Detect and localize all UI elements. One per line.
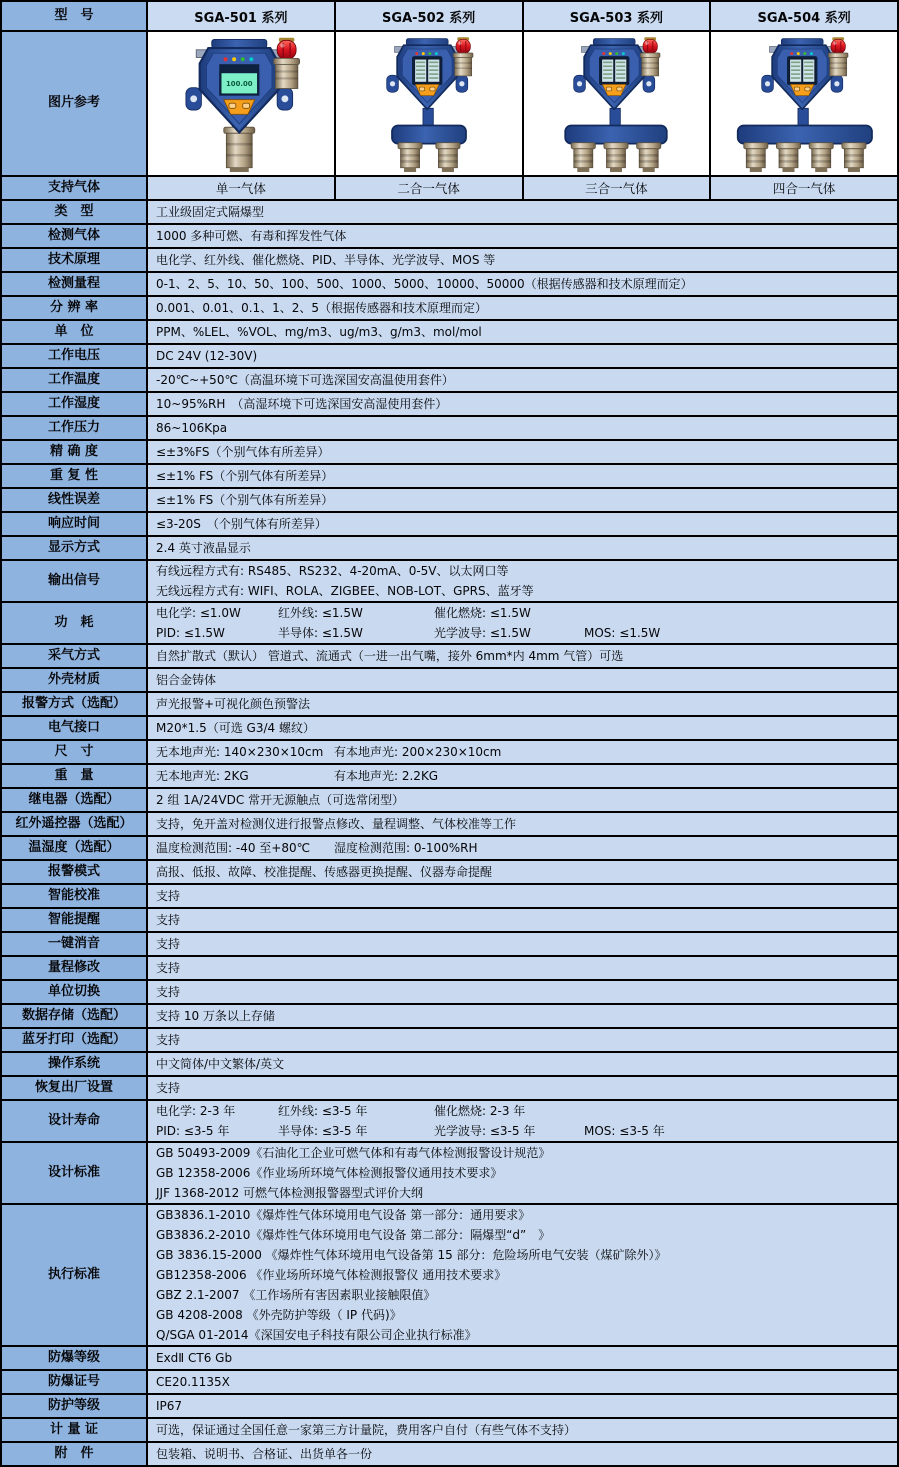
spec-label: 恢复出厂设置 bbox=[2, 1077, 148, 1099]
spec-row bbox=[2, 741, 897, 765]
spec-row bbox=[2, 1371, 897, 1395]
spec-value: 支持 10 万条以上存储 bbox=[148, 1005, 897, 1027]
spec-value: 支持 bbox=[148, 1029, 897, 1051]
spec-value: 2.4 英寸液晶显示 bbox=[148, 537, 897, 559]
spec-value: ≤±1% FS（个别气体有所差异） bbox=[148, 465, 897, 487]
spec-label: 一键消音 bbox=[2, 933, 148, 955]
spec-value: 支持 bbox=[148, 957, 897, 979]
spec-value: CE20.1135X bbox=[148, 1371, 897, 1393]
spec-row bbox=[2, 1443, 897, 1465]
spec-row bbox=[2, 1395, 897, 1419]
spec-label: 继电器（选配） bbox=[2, 789, 148, 811]
spec-row bbox=[2, 273, 897, 297]
spec-label: 设计寿命 bbox=[2, 1101, 148, 1141]
spec-row bbox=[2, 1053, 897, 1077]
spec-row bbox=[2, 669, 897, 693]
gas-detector-illustration bbox=[153, 36, 329, 172]
spec-label: 附 件 bbox=[2, 1443, 148, 1465]
spec-row bbox=[2, 909, 897, 933]
spec-row bbox=[2, 249, 897, 273]
spec-value: 可选，保证通过全国任意一家第三方计量院，费用客户自付（有些气体不支持） bbox=[148, 1419, 897, 1441]
spec-value: M20*1.5（可选 G3/4 螺纹） bbox=[148, 717, 897, 739]
model-header-sga-503: SGA-503 系列 bbox=[524, 2, 712, 30]
spec-value: 2 组 1A/24VDC 常开无源触点（可选常闭型） bbox=[148, 789, 897, 811]
spec-value: GB3836.1-2010《爆炸性气体环境用电气设备 第一部分：通用要求》 GB3836.2-2010《爆炸性气体环境用电气设备 第二部分：隔爆型“d” 》 GB 3836.15-2000 《爆炸性气体环境用电气设备第 15 部分：危险场所电气安装（煤矿除外）》 GB12358-2006 《作业场所环境气体检测报警仪 通用技术要求》 GBZ 2.1-2007 《工作场所有害因素职业接触限值》 GB 4208-2008 《外壳防护等级（ IP 代码)》 Q/SGA 01-2014《深国安电子科技有限公司企业执行标准》 bbox=[148, 1205, 897, 1345]
spec-label: 操作系统 bbox=[2, 1053, 148, 1075]
spec-label: 重 量 bbox=[2, 765, 148, 787]
spec-label: 工作温度 bbox=[2, 369, 148, 391]
spec-row bbox=[2, 861, 897, 885]
svg-text:100.00: 100.00 bbox=[225, 79, 253, 88]
spec-label: 工作湿度 bbox=[2, 393, 148, 415]
spec-label: 设计标准 bbox=[2, 1143, 148, 1203]
spec-label: 检测量程 bbox=[2, 273, 148, 295]
spec-label: 报警模式 bbox=[2, 861, 148, 883]
spec-value: 支持 bbox=[148, 909, 897, 931]
spec-row bbox=[2, 1205, 897, 1347]
spec-value: 支持 bbox=[148, 885, 897, 907]
spec-label: 检测气体 bbox=[2, 225, 148, 247]
spec-value: 电化学: 2-3 年 红外线: ≤3-5 年 催化燃烧: 2-3 年 PID: ≤3-5 年 半导体: ≤3-5 年 光学波导: ≤3-5 年 MOS: ≤3-5 年 bbox=[148, 1101, 897, 1141]
spec-label: 输出信号 bbox=[2, 561, 148, 601]
spec-value: 10~95%RH （高湿环境下可选深国安高湿使用套件） bbox=[148, 393, 897, 415]
spec-row bbox=[2, 717, 897, 741]
spec-row bbox=[2, 693, 897, 717]
spec-row bbox=[2, 837, 897, 861]
spec-label: 智能校准 bbox=[2, 885, 148, 907]
model-header-sga-504: SGA-504 系列 bbox=[711, 2, 897, 30]
spec-label: 单位切换 bbox=[2, 981, 148, 1003]
spec-label: 智能提醒 bbox=[2, 909, 148, 931]
image-row-label: 图片参考 bbox=[2, 32, 148, 175]
spec-label: 防护等级 bbox=[2, 1395, 148, 1417]
spec-row bbox=[2, 957, 897, 981]
spec-value: DC 24V (12-30V) bbox=[148, 345, 897, 367]
spec-row bbox=[2, 465, 897, 489]
spec-value: 声光报警+可视化颜色预警法 bbox=[148, 693, 897, 715]
spec-value: 包装箱、说明书、合格证、出货单各一份 bbox=[148, 1443, 897, 1465]
spec-row bbox=[2, 345, 897, 369]
spec-label: 分 辨 率 bbox=[2, 297, 148, 319]
product-image-sga-501 bbox=[148, 32, 336, 175]
gas-detector-illustration bbox=[341, 36, 517, 172]
spec-value: ≤±3%FS（个别气体有所差异） bbox=[148, 441, 897, 463]
spec-row bbox=[2, 513, 897, 537]
header-row bbox=[2, 2, 897, 32]
spec-value: GB 50493-2009《石油化工企业可燃气体和有毒气体检测报警设计规范》 GB 12358-2006《作业场所环境气体检测报警仪通用技术要求》 JJF 1368-2012 可燃气体检测报警器型式评价大纲 bbox=[148, 1143, 897, 1203]
spec-label: 精 确 度 bbox=[2, 441, 148, 463]
spec-row bbox=[2, 789, 897, 813]
spec-row bbox=[2, 201, 897, 225]
spec-value: ExdⅡ CT6 Gb bbox=[148, 1347, 897, 1369]
spec-label: 防爆证号 bbox=[2, 1371, 148, 1393]
spec-row bbox=[2, 369, 897, 393]
spec-label: 尺 寸 bbox=[2, 741, 148, 763]
spec-value: 工业级固定式隔爆型 bbox=[148, 201, 897, 223]
spec-row bbox=[2, 417, 897, 441]
spec-value: 支持 bbox=[148, 981, 897, 1003]
gas-value-3in1: 三合一气体 bbox=[524, 177, 712, 199]
spec-value: 无本地声光: 2KG 有本地声光: 2.2KG bbox=[148, 765, 897, 787]
gas-detector-illustration bbox=[528, 36, 704, 172]
spec-row bbox=[2, 645, 897, 669]
spec-row bbox=[2, 537, 897, 561]
spec-value: 温度检测范围: -40 至+80℃ 湿度检测范围: 0-100%RH bbox=[148, 837, 897, 859]
spec-value: 0-1、2、5、10、50、100、500、1000、5000、10000、50000（根据传感器和技术原理而定） bbox=[148, 273, 897, 295]
spec-row bbox=[2, 885, 897, 909]
model-header-sga-501: SGA-501 系列 bbox=[148, 2, 336, 30]
spec-value: 86~106Kpa bbox=[148, 417, 897, 439]
spec-row bbox=[2, 603, 897, 645]
spec-row bbox=[2, 489, 897, 513]
spec-value: 高报、低报、故障、校准提醒、传感器更换提醒、仪器寿命提醒 bbox=[148, 861, 897, 883]
model-header-sga-502: SGA-502 系列 bbox=[336, 2, 524, 30]
spec-label: 响应时间 bbox=[2, 513, 148, 535]
spec-label: 温湿度（选配） bbox=[2, 837, 148, 859]
product-image-sga-504 bbox=[711, 32, 897, 175]
spec-row bbox=[2, 561, 897, 603]
spec-label: 采气方式 bbox=[2, 645, 148, 667]
spec-row bbox=[2, 981, 897, 1005]
spec-label: 显示方式 bbox=[2, 537, 148, 559]
spec-label: 线性误差 bbox=[2, 489, 148, 511]
spec-value: 中文简体/中文繁体/英文 bbox=[148, 1053, 897, 1075]
spec-label: 外壳材质 bbox=[2, 669, 148, 691]
spec-value: 支持 bbox=[148, 1077, 897, 1099]
model-header-label: 型 号 bbox=[2, 2, 148, 30]
spec-row bbox=[2, 1347, 897, 1371]
spec-value: 1000 多种可燃、有毒和挥发性气体 bbox=[148, 225, 897, 247]
spec-row bbox=[2, 1077, 897, 1101]
spec-label: 红外遥控器（选配） bbox=[2, 813, 148, 835]
spec-label: 技术原理 bbox=[2, 249, 148, 271]
spec-label: 防爆等级 bbox=[2, 1347, 148, 1369]
spec-label: 单 位 bbox=[2, 321, 148, 343]
spec-row bbox=[2, 225, 897, 249]
spec-label: 量程修改 bbox=[2, 957, 148, 979]
spec-row bbox=[2, 297, 897, 321]
spec-row bbox=[2, 321, 897, 345]
spec-value: 电化学: ≤1.0W 红外线: ≤1.5W 催化燃烧: ≤1.5W PID: ≤1.5W 半导体: ≤1.5W 光学波导: ≤1.5W MOS: ≤1.5W bbox=[148, 603, 897, 643]
spec-label: 数据存储（选配） bbox=[2, 1005, 148, 1027]
spec-label: 蓝牙打印（选配） bbox=[2, 1029, 148, 1051]
spec-value: ≤3-20S （个别气体有所差异） bbox=[148, 513, 897, 535]
gas-value-4in1: 四合一气体 bbox=[711, 177, 897, 199]
spec-row bbox=[2, 813, 897, 837]
spec-value: ≤±1% FS（个别气体有所差异） bbox=[148, 489, 897, 511]
spec-row bbox=[2, 1143, 897, 1205]
gas-value-2in1: 二合一气体 bbox=[336, 177, 524, 199]
spec-value: -20℃~+50℃（高温环境下可选深国安高温使用套件） bbox=[148, 369, 897, 391]
spec-label: 电气接口 bbox=[2, 717, 148, 739]
spec-value: PPM、%LEL、%VOL、mg/m3、ug/m3、g/m3、mol/mol bbox=[148, 321, 897, 343]
product-image-sga-503 bbox=[524, 32, 712, 175]
spec-row bbox=[2, 765, 897, 789]
supported-gas-row bbox=[2, 177, 897, 201]
spec-label: 工作电压 bbox=[2, 345, 148, 367]
gas-value-single: 单一气体 bbox=[148, 177, 336, 199]
spec-value: 自然扩散式（默认） 管道式、流通式（一进一出气嘴，接外 6mm*内 4mm 气管）可选 bbox=[148, 645, 897, 667]
spec-value: 电化学、红外线、催化燃烧、PID、半导体、光学波导、MOS 等 bbox=[148, 249, 897, 271]
gas-detector-illustration bbox=[716, 36, 892, 172]
spec-row bbox=[2, 1101, 897, 1143]
spec-value: 支持，免开盖对检测仪进行报警点修改、量程调整、气体校准等工作 bbox=[148, 813, 897, 835]
image-reference-row bbox=[2, 32, 897, 177]
spec-row bbox=[2, 393, 897, 417]
spec-row bbox=[2, 1005, 897, 1029]
spec-value: 铝合金铸体 bbox=[148, 669, 897, 691]
spec-label: 计 量 证 bbox=[2, 1419, 148, 1441]
spec-label: 工作压力 bbox=[2, 417, 148, 439]
spec-value: 无本地声光: 140×230×10cm 有本地声光: 200×230×10cm bbox=[148, 741, 897, 763]
spec-row bbox=[2, 933, 897, 957]
spec-label: 功 耗 bbox=[2, 603, 148, 643]
spec-value: 支持 bbox=[148, 933, 897, 955]
spec-value: 有线远程方式有: RS485、RS232、4-20mA、0-5V、以太网口等 无线远程方式有: WIFI、ROLA、ZIGBEE、NOB-LOT、GPRS、蓝牙等 bbox=[148, 561, 897, 601]
spec-value: IP67 bbox=[148, 1395, 897, 1417]
spec-value: 0.001、0.01、0.1、1、2、5（根据传感器和技术原理而定） bbox=[148, 297, 897, 319]
spec-row bbox=[2, 1419, 897, 1443]
spec-row bbox=[2, 1029, 897, 1053]
spec-label: 执行标准 bbox=[2, 1205, 148, 1345]
spec-label: 报警方式（选配） bbox=[2, 693, 148, 715]
spec-rows-container bbox=[2, 201, 897, 1465]
spec-label: 重 复 性 bbox=[2, 465, 148, 487]
spec-label: 类 型 bbox=[2, 201, 148, 223]
spec-row bbox=[2, 441, 897, 465]
product-image-sga-502 bbox=[336, 32, 524, 175]
gas-row-label: 支持气体 bbox=[2, 177, 148, 199]
